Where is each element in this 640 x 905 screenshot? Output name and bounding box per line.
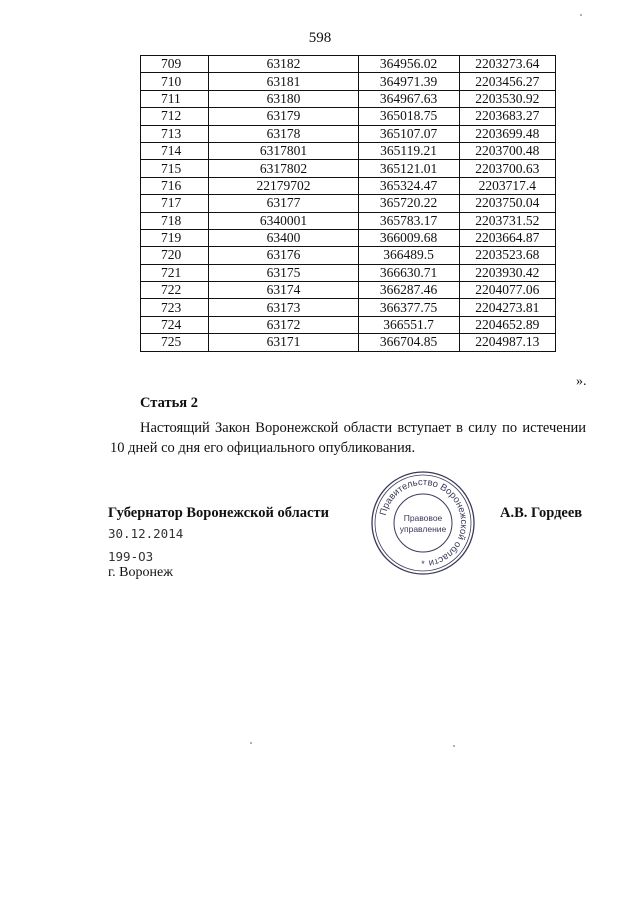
table-row xyxy=(141,264,556,281)
stamp-center-line2: управление xyxy=(399,524,447,534)
table-row xyxy=(141,142,556,159)
y-coordinate-cell: 2204273.81 xyxy=(459,299,555,316)
point-id-cell: 63180 xyxy=(209,90,358,107)
article-text: Настоящий Закон Воронежской области вступает в силу по истечении 10 дней со дня его официального опубликования. xyxy=(110,420,586,456)
stamp-ring-text: Правительство Воронежской области xyxy=(377,476,470,569)
y-coordinate-cell: 2203731.52 xyxy=(459,212,555,229)
table-row xyxy=(141,334,556,351)
point-id-cell: 6317801 xyxy=(209,142,358,159)
point-number-cell: 722 xyxy=(141,282,209,299)
y-coordinate-cell: 2204652.89 xyxy=(459,316,555,333)
point-id-cell: 63177 xyxy=(209,195,358,212)
signatory-name: А.В. Гордеев xyxy=(500,505,583,521)
scan-speck xyxy=(580,14,582,16)
point-number-cell: 712 xyxy=(141,108,209,125)
point-number-cell: 715 xyxy=(141,160,209,177)
point-number-cell: 716 xyxy=(141,177,209,194)
x-coordinate-cell: 364956.02 xyxy=(358,56,459,73)
table-row xyxy=(141,125,556,142)
x-coordinate-cell: 365018.75 xyxy=(358,108,459,125)
table-row xyxy=(141,212,556,229)
point-id-cell: 22179702 xyxy=(209,177,358,194)
table-row xyxy=(141,108,556,125)
point-id-cell: 63176 xyxy=(209,247,358,264)
table-row xyxy=(141,160,556,177)
point-number-cell: 720 xyxy=(141,247,209,264)
table-row xyxy=(141,195,556,212)
y-coordinate-cell: 2203523.68 xyxy=(459,247,555,264)
y-coordinate-cell: 2203930.42 xyxy=(459,264,555,281)
table-row xyxy=(141,73,556,90)
point-id-cell: 6317802 xyxy=(209,160,358,177)
point-id-cell: 63179 xyxy=(209,108,358,125)
x-coordinate-cell: 365324.47 xyxy=(358,177,459,194)
point-number-cell: 725 xyxy=(141,334,209,351)
scan-speck xyxy=(250,742,252,744)
stamp-star: * xyxy=(421,559,425,569)
point-id-cell: 63182 xyxy=(209,56,358,73)
y-coordinate-cell: 2203717.4 xyxy=(459,177,555,194)
table-row xyxy=(141,56,556,73)
point-id-cell: 6340001 xyxy=(209,212,358,229)
table-row xyxy=(141,247,556,264)
table-row xyxy=(141,229,556,246)
table-row xyxy=(141,316,556,333)
y-coordinate-cell: 2203273.64 xyxy=(459,56,555,73)
signatory-title: Губернатор Воронежской области xyxy=(108,505,329,521)
table-row xyxy=(141,90,556,107)
point-number-cell: 710 xyxy=(141,73,209,90)
point-number-cell: 721 xyxy=(141,264,209,281)
table-row xyxy=(141,299,556,316)
stamp-center-line1: Правовое xyxy=(403,513,443,523)
y-coordinate-cell: 2203699.48 xyxy=(459,125,555,142)
point-id-cell: 63181 xyxy=(209,73,358,90)
x-coordinate-cell: 365119.21 xyxy=(358,142,459,159)
x-coordinate-cell: 366287.46 xyxy=(358,282,459,299)
point-id-cell: 63174 xyxy=(209,282,358,299)
point-number-cell: 724 xyxy=(141,316,209,333)
scan-speck xyxy=(453,745,455,747)
x-coordinate-cell: 366009.68 xyxy=(358,229,459,246)
signature-date: 30.12.2014 xyxy=(108,526,184,541)
point-id-cell: 63173 xyxy=(209,299,358,316)
x-coordinate-cell: 364967.63 xyxy=(358,90,459,107)
point-number-cell: 711 xyxy=(141,90,209,107)
point-number-cell: 714 xyxy=(141,142,209,159)
x-coordinate-cell: 366489.5 xyxy=(358,247,459,264)
x-coordinate-cell: 366377.75 xyxy=(358,299,459,316)
article-title: Статья 2 xyxy=(140,395,198,411)
x-coordinate-cell: 366630.71 xyxy=(358,264,459,281)
table-row xyxy=(141,177,556,194)
point-number-cell: 709 xyxy=(141,56,209,73)
y-coordinate-cell: 2203456.27 xyxy=(459,73,555,90)
law-number: 199-ОЗ xyxy=(108,549,154,564)
y-coordinate-cell: 2203700.63 xyxy=(459,160,555,177)
point-id-cell: 63172 xyxy=(209,316,358,333)
signature-city: г. Воронеж xyxy=(108,565,173,580)
point-id-cell: 63400 xyxy=(209,229,358,246)
x-coordinate-cell: 364971.39 xyxy=(358,73,459,90)
y-coordinate-cell: 2203700.48 xyxy=(459,142,555,159)
y-coordinate-cell: 2203530.92 xyxy=(459,90,555,107)
closing-quote: ». xyxy=(576,374,587,389)
point-number-cell: 713 xyxy=(141,125,209,142)
x-coordinate-cell: 365121.01 xyxy=(358,160,459,177)
y-coordinate-cell: 2203750.04 xyxy=(459,195,555,212)
point-number-cell: 718 xyxy=(141,212,209,229)
coordinates-table xyxy=(140,55,556,352)
point-number-cell: 719 xyxy=(141,229,209,246)
point-number-cell: 723 xyxy=(141,299,209,316)
y-coordinate-cell: 2204077.06 xyxy=(459,282,555,299)
point-id-cell: 63178 xyxy=(209,125,358,142)
official-stamp xyxy=(370,470,476,576)
x-coordinate-cell: 366704.85 xyxy=(358,334,459,351)
y-coordinate-cell: 2203664.87 xyxy=(459,229,555,246)
x-coordinate-cell: 365107.07 xyxy=(358,125,459,142)
point-id-cell: 63175 xyxy=(209,264,358,281)
point-number-cell: 717 xyxy=(141,195,209,212)
x-coordinate-cell: 366551.7 xyxy=(358,316,459,333)
y-coordinate-cell: 2204987.13 xyxy=(459,334,555,351)
x-coordinate-cell: 365720.22 xyxy=(358,195,459,212)
y-coordinate-cell: 2203683.27 xyxy=(459,108,555,125)
point-id-cell: 63171 xyxy=(209,334,358,351)
table-row xyxy=(141,282,556,299)
x-coordinate-cell: 365783.17 xyxy=(358,212,459,229)
page-number: 598 xyxy=(308,30,332,46)
coordinates-table-body xyxy=(141,56,556,352)
